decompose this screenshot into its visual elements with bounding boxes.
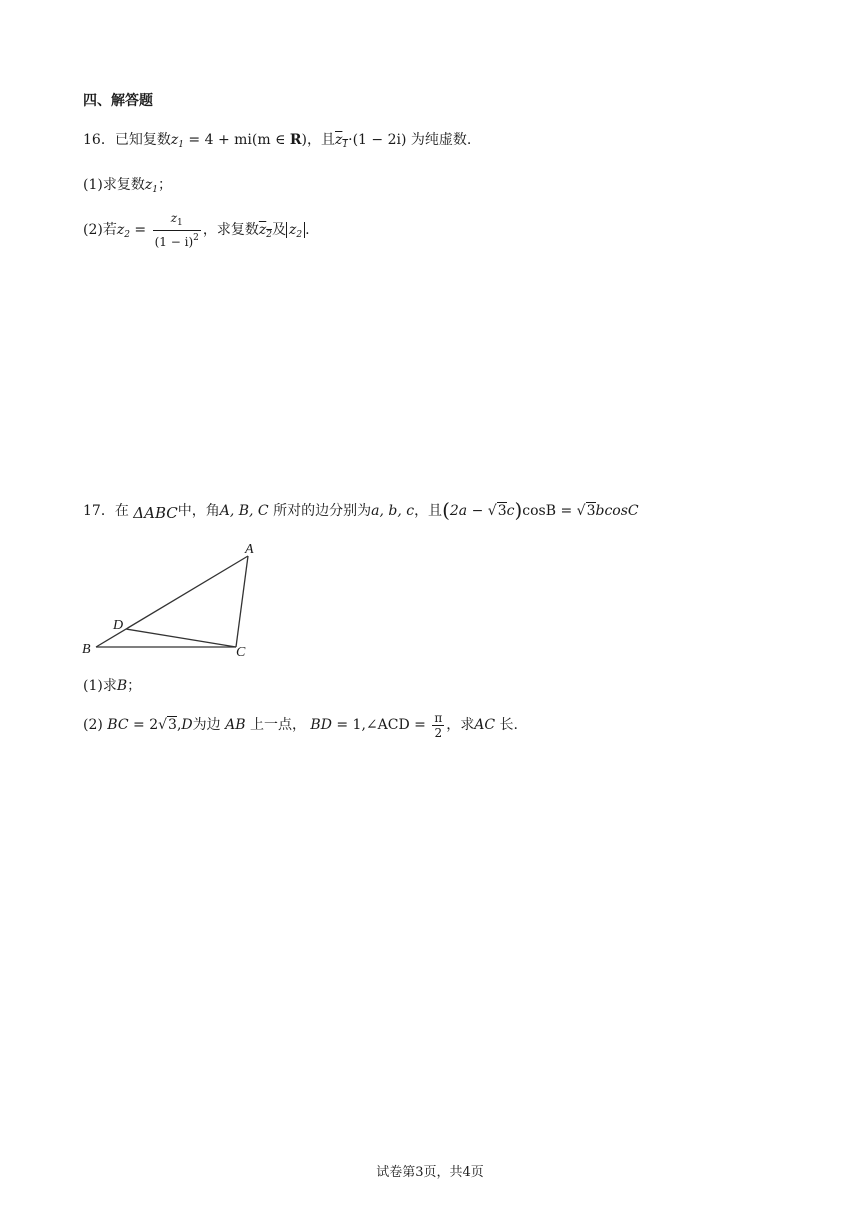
- q16-part2-label: (2): [83, 222, 103, 238]
- pi-denominator: 2: [434, 725, 443, 740]
- q17-part1-text: 求: [102, 678, 117, 694]
- side-ba: [96, 556, 248, 647]
- eq-sqrt: 3: [497, 503, 507, 519]
- z2-symbol: $z_2$: [116, 222, 130, 240]
- q17-part1: [83, 676, 141, 696]
- eq-right: cosB =: [522, 503, 573, 519]
- q17-part2: (2) BC = 2√3,D为边 AB 上一点， BD = 1,∠ACD = $\frac{\pi}{2}$ ，求AC 长.: [83, 710, 518, 740]
- q16-part1-end: ；: [157, 177, 172, 193]
- q17-stem-a: 在: [114, 503, 129, 519]
- ab-symbol: AB: [225, 717, 246, 733]
- q17-stem-b: 中，角: [177, 503, 220, 519]
- z1-conjugate: $z_1$: [335, 132, 349, 150]
- bd-symbol: BD: [310, 717, 332, 733]
- eq-tail: bcosC: [595, 503, 639, 519]
- q16-part2-and: 及: [272, 222, 286, 238]
- q16-part1-text: 求复数: [102, 177, 145, 193]
- q17-part2-comma: ,: [176, 717, 182, 733]
- q17-part2-eq1: = 2: [133, 717, 159, 733]
- ac-symbol: AC: [474, 717, 496, 733]
- z1-ref: $z_1$: [144, 177, 158, 195]
- q16-part1: [83, 175, 172, 200]
- label-a: A: [245, 542, 254, 557]
- z1-expr: = 4 + mi(m ∈: [188, 132, 286, 148]
- q16-stem-prefix: 已知复数: [114, 132, 171, 148]
- pi-numerator: π: [434, 710, 443, 725]
- conj-expr: ·(1 − 2i): [348, 132, 407, 148]
- q17-part2-text1: 为边: [192, 717, 221, 733]
- q17-part2-text3: ，求: [446, 717, 475, 733]
- q17-part2-text2: 上一点，: [249, 717, 306, 733]
- section-heading: 四、解答题: [83, 93, 153, 109]
- segment-dc: [126, 629, 236, 647]
- q17-part2-eq2: = 1,∠ACD =: [336, 717, 426, 733]
- z2-modulus: $z_2$: [286, 222, 305, 238]
- eq-left: 2a −: [449, 503, 484, 519]
- real-set-symbol: R: [289, 132, 302, 148]
- d-symbol: D: [181, 717, 193, 733]
- q17-number: 17．: [83, 503, 115, 519]
- label-c: C: [236, 645, 246, 660]
- q16-number: 16．: [83, 132, 115, 148]
- z2-fraction: $\frac{z_1}{(1 - i)^2}$: [154, 211, 199, 249]
- q16-stem-suffix: 为纯虚数.: [410, 132, 472, 148]
- pi-over-2: [432, 711, 444, 740]
- triangle-abc: ΔABC: [133, 504, 178, 522]
- q17-part2-label: (2): [83, 717, 103, 733]
- q17-part2-sqrt: 3: [168, 717, 177, 733]
- frac-denominator: (1 − i): [154, 235, 194, 249]
- triangle-figure: [78, 536, 278, 662]
- q17-stem-d: ，且: [414, 503, 443, 519]
- q17-part1-end: ；: [127, 678, 142, 694]
- bc-symbol: BC: [107, 717, 129, 733]
- side-ac: [236, 556, 248, 647]
- angles-abc: A, B, C: [219, 503, 269, 519]
- q17-stem-c: 所对的边分别为: [273, 503, 372, 519]
- q16-part2-end: .: [305, 222, 310, 238]
- q16-stem-mid: ，且: [307, 132, 335, 148]
- z2-conjugate: $z_2$: [258, 222, 272, 240]
- frac-numerator: z: [170, 211, 178, 225]
- q16-part2-mid: ，求复数: [202, 222, 259, 238]
- q16-stem: [83, 130, 471, 155]
- q17-part1-label: (1): [83, 678, 103, 694]
- q17-stem: 17．在 ΔABC中，角A, B, C 所对的边分别为a, b, c，且(2a − √3c)cosB = √3bcosC: [83, 498, 639, 522]
- label-b: B: [82, 642, 91, 657]
- z1-close: ): [301, 132, 307, 148]
- q16-part1-label: (1): [83, 177, 103, 193]
- q17-part2-end: 长.: [499, 717, 518, 733]
- eq-c: c: [506, 503, 515, 519]
- z1-symbol: $z_1$: [170, 132, 184, 150]
- sides-abc: a, b, c: [371, 503, 415, 519]
- q16-part2-eq: =: [134, 222, 147, 238]
- q16-part2-text: 若: [102, 222, 117, 238]
- q17-part1-var: B: [116, 678, 128, 694]
- eq-sqrt2: 3: [586, 503, 596, 519]
- label-d: D: [113, 618, 124, 633]
- q16-part2: [83, 210, 310, 250]
- page-footer: 试卷第3页，共4页: [376, 1165, 484, 1180]
